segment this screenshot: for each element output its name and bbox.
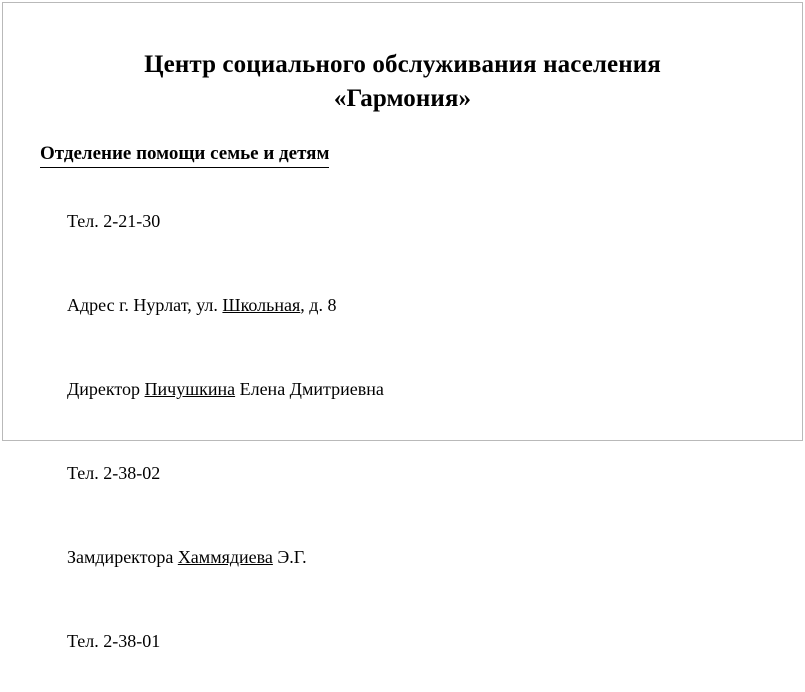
line-text-pre: Тел. 2-38-01 bbox=[67, 631, 161, 651]
line-text-underlined: Хаммядиева bbox=[177, 547, 273, 567]
contact-line bbox=[40, 188, 765, 254]
line-text-underlined: Пичушкина bbox=[144, 379, 236, 399]
line-text-post: Э.Г. bbox=[272, 547, 307, 567]
contact-line bbox=[40, 440, 765, 506]
line-text-pre: Тел. 2-38-02 bbox=[67, 463, 161, 483]
page-title bbox=[83, 48, 723, 116]
page-title-line-1: Центр социального обслуживания населения bbox=[144, 51, 661, 78]
contact-line bbox=[40, 524, 765, 590]
contact-line bbox=[40, 356, 765, 422]
line-text-post: , д. 8 bbox=[300, 295, 337, 315]
line-text-post: Елена Дмитриевна bbox=[235, 379, 384, 399]
page-title-line-2: «Гармония» bbox=[333, 85, 472, 112]
line-text-underlined: Школьная bbox=[222, 295, 301, 315]
contact-line bbox=[40, 608, 765, 674]
contact-line bbox=[40, 272, 765, 338]
line-text-pre: Директор bbox=[67, 379, 145, 399]
line-text-pre: Тел. 2-21-30 bbox=[67, 211, 161, 231]
section-heading-wrap bbox=[40, 116, 765, 168]
line-text-pre: Адрес г. Нурлат, ул. bbox=[67, 295, 223, 315]
section-heading: Отделение помощи семье и детям bbox=[40, 142, 329, 168]
line-text-pre: Замдиректора bbox=[67, 547, 178, 567]
